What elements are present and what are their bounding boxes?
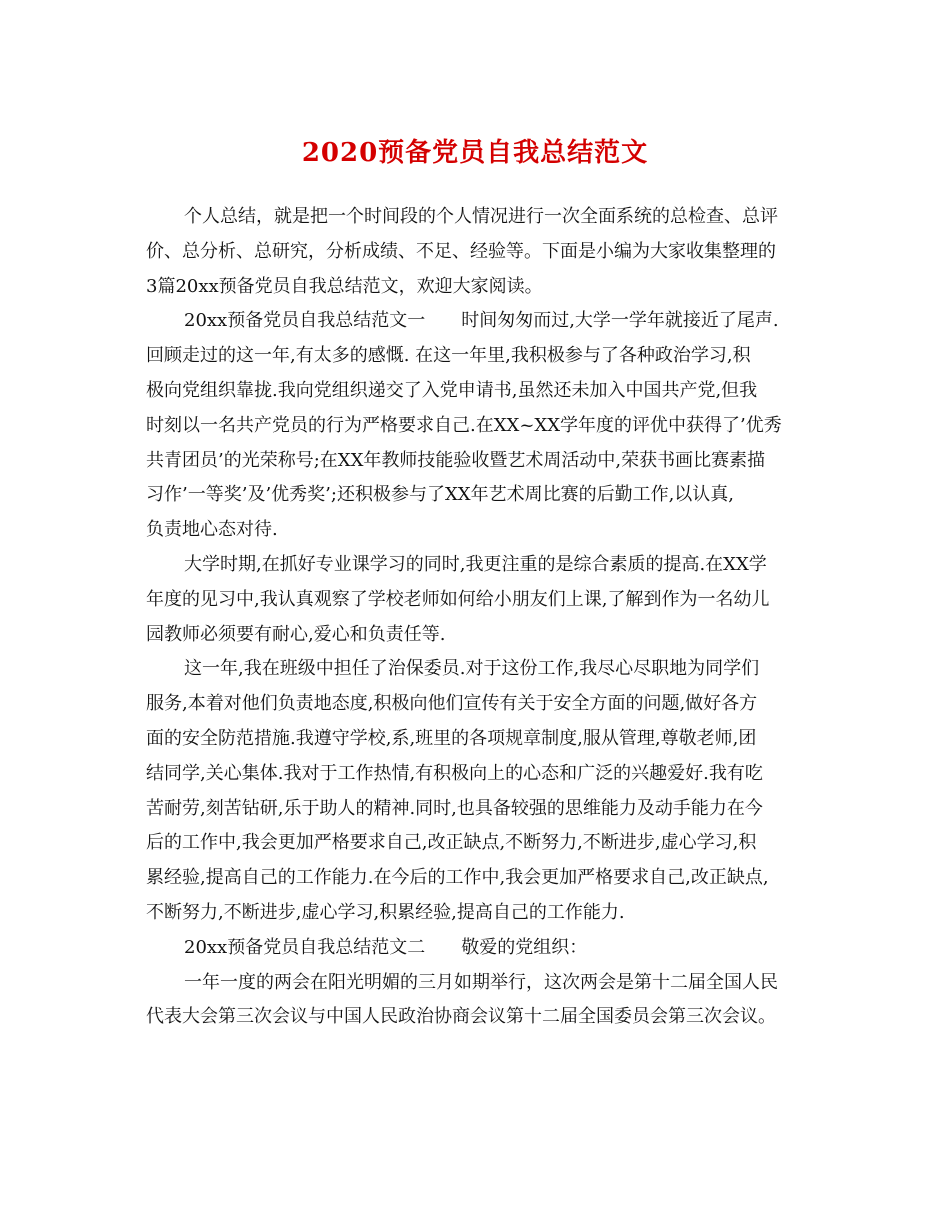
text-line-9: 习作’一等奖’及’优秀奖’;还积极参与了XX年艺术周比赛的后勤工作,以认真, — [146, 484, 735, 506]
document-body — [146, 200, 816, 1035]
text-line-14: 这一年,我在班级中担任了治保委员.对于这份工作,我尽心尽职地为同学们 — [184, 658, 760, 680]
document-title: 2020预备党员自我总结范文 — [301, 138, 649, 168]
text-line-20: 累经验,提高自己的工作能力.在今后的工作中,我会更加严格要求自己,改正缺点, — [146, 867, 769, 889]
text-line-1: 个人总结，就是把一个时间段的个人情况进行一次全面系统的总检查、总评 — [184, 206, 778, 227]
text-line-10: 负责地心态对待. — [146, 519, 278, 541]
text-line-22: 20xx预备党员自我总结范文二 敬爱的党组织： — [184, 936, 588, 958]
text-line-15: 服务,本着对他们负责地态度,积极向他们宣传有关于安全方面的问题,做好各方 — [146, 693, 758, 715]
text-line-2: 价、总分析、总研究，分析成绩、不足、经验等。下面是小编为大家收集整理的 — [146, 240, 776, 262]
text-line-5: 回顾走过的这一年,有太多的感慨. 在这一年里,我积极参与了各种政治学习,积 — [146, 345, 751, 367]
text-line-18: 苦耐劳,刻苦钻研,乐于助人的精神.同时,也具备较强的思维能力及动手能力在今 — [146, 797, 763, 819]
text-line-13: 园教师必须要有耐心,爱心和负责任等. — [146, 623, 446, 645]
text-line-8: 共青团员’的光荣称号;在XX年教师技能验收暨艺术周活动中,荣获书画比赛素描 — [146, 449, 766, 471]
text-line-17: 结同学,关心集体.我对于工作热情,有积极向上的心态和广泛的兴趣爱好.我有吃 — [146, 762, 763, 784]
text-line-6: 极向党组织靠拢.我向党组织递交了入党申请书,虽然还未加入中国共产党,但我 — [146, 379, 758, 401]
text-line-24: 代表大会第三次会议与中国人民政治协商会议第十二届全国委员会第三次会议。 — [146, 1006, 776, 1028]
text-line-3: 3篇20xx预备党员自我总结范文，欢迎大家阅读。 — [146, 275, 543, 297]
text-line-23: 一年一度的两会在阳光明媚的三月如期举行，这次两会是第十二届全国人民 — [184, 971, 778, 993]
text-line-16: 面的安全防范措施.我遵守学校,系,班里的各项规章制度,服从管理,尊敬老师,团 — [146, 727, 757, 749]
text-line-21: 不断努力,不断进步,虚心学习,积累经验,提高自己的工作能力. — [146, 901, 625, 923]
text-line-19: 后的工作中,我会更加严格要求自己,改正缺点,不断努力,不断进步,虚心学习,积 — [146, 832, 757, 854]
text-line-4: 20xx预备党员自我总结范文一 时间匆匆而过,大学一学年就接近了尾声. — [184, 310, 779, 332]
text-line-11: 大学时期,在抓好专业课学习的同时,我更注重的是综合素质的提高.在XX学 — [184, 553, 767, 575]
text-line-12: 年度的见习中,我认真观察了学校老师如何给小朋友们上课,了解到作为一名幼儿 — [146, 588, 770, 610]
text-line-7: 时刻以一名共产党员的行为严格要求自己.在XX~XX学年度的评优中获得了’优秀 — [146, 414, 782, 436]
